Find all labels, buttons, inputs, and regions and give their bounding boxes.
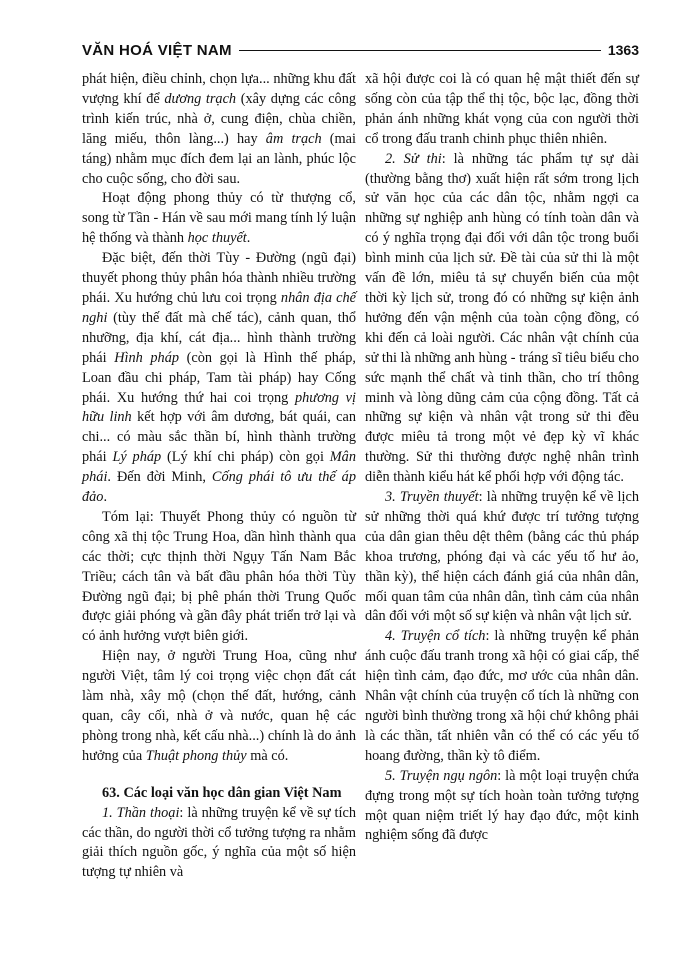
paragraph-summary: Tóm lại: Thuyết Phong thủy có nguồn từ công xã thị tộc Trung Hoa, dần hình thành qua các thời; cực thịnh thời Ngụy Tấn Nam Bắc Triều; cách tân và bất đầu phân hóa thời Tùy Đường ngũ đại; bị phê phán thời Trung Quốc được giải phóng và gần đây phát triển trở lại và có ảnh hưởng vượt biên giới. <box>82 508 356 645</box>
section-heading: 63. Các loại văn học dân gian Việt Nam <box>102 784 342 801</box>
right-column <box>365 70 639 846</box>
header-rule <box>239 50 601 51</box>
paragraph-phong-thuy-origin: Hoạt động phong thủy có từ thượng cổ, song từ Tần - Hán về sau mới mang tính lý luận hệ thống và thành học thuyết. <box>82 190 356 247</box>
paragraph-present-day: Hiện nay, ở người Trung Hoa, cũng như người Việt, tâm lý coi trọng việc chọn đất cát làm nhà, xây mộ (chọn thế đất, hướng, cảnh quan, cây cối, nhà ở và nước, quan hệ các phòng trong nhà, kết cấu nhà...) chính là do ảnh hưởng của Thuật phong thủy mà có. <box>82 648 356 764</box>
item-truyen-ngu-ngon: 5. Truyện ngụ ngôn: là một loại truyện chứa đựng trong một sự tích hoàn toàn tưởng tượng một quan niệm triết lý hay đạo đức, một kinh nghiệm sống đã được <box>365 767 639 844</box>
item-truyen-co-tich: 4. Truyện cổ tích: là những truyện kể phản ánh cuộc đấu tranh trong xã hội có giai cấp, thể hiện tình cảm, đạo đức, mơ ước của nhân dân. Nhân vật chính của truyện cổ tích là những con người bình thường trong xã hội chứ không phải là các thần, tất nhiên vẫn có thể có các yếu tố hoang đường, thần kỳ tô điểm. <box>365 628 639 764</box>
paragraph-phong-thuy-intro: phát hiện, điều chỉnh, chọn lựa... những khu đất vượng khí để dương trạch (xây dựng các công trình kiến trúc, nhà ở, cung điện, chùa chiền, lăng miếu, thôn làng...) hay âm trạch (mai táng) nhằm mục đích đem lại an lành, phúc lộc cho cuộc sống, cho đời sau. <box>82 71 356 187</box>
paragraph-phong-thuy-schools: Đặc biệt, đến thời Tùy - Đường (ngũ đại) thuyết phong thủy phân hóa thành nhiều trường phái. Xu hướng chủ lưu coi trọng nhân địa chế nghi (tùy thế đất mà chế tác), cảnh quan, thổ nhưỡng, địa khí, cát địa... hình thành trường phái Hình pháp (còn gọi là Hình thế pháp, Loan đầu chi pháp, Tam tài pháp) hay Cống phái. Xu hướng thứ hai coi trọng phương vị hữu linh kết hợp với âm dương, bát quái, can chi... có màu sắc thần bí, hình thành trường phái Lý pháp (Lý khí chi pháp) còn gọi Mân phái. Đến đời Minh, Cống phái tô ưu thế áp đảo. <box>82 250 357 506</box>
left-column <box>82 70 356 883</box>
item-than-thoai: 1. Thần thoại: là những truyện kể về sự tích các thần, do người thời cổ tưởng tượng ra nhằm giải thích nguồn gốc, ý nghĩa của một số hiện tượng tự nhiên và <box>82 804 356 881</box>
page-number: 1363 <box>607 42 639 58</box>
item-su-thi: 2. Sử thi: là những tác phẩm tự sự dài (thường bằng thơ) xuất hiện rất sớm trong lịch sử văn học của các dân tộc, nhằm ngợi ca những sự nghiệp anh hùng có tính toàn dân và có ý nghĩa trọng đại đối với dân tộc trong buổi bình minh của lịch sử. Đề tài của sử thi là một vấn đề lớn, miêu tả sự chuyển biến của một thời kỳ lịch sử, trong đó có những sự kiện ảnh hưởng đến vận mệnh của toàn cộng đồng, có khi đến cả loài người. Các nhân vật chính của sử thi là những anh hùng - tráng sĩ tiêu biểu cho sức mạnh thể chất và tinh thần, cho trí thông minh và lòng dũng cảm của cộng đồng. Tất cả những sự kiện và nhân vật trong sử thi đều được miêu tả trong một vẻ đẹp kỳ vĩ khác thường. Sử thi thường được nghệ nhân trình diễn thành kiểu hát kể phối hợp với động tác. <box>365 150 639 486</box>
item-truyen-thuyet: 3. Truyền thuyết: là những truyện kể về lịch sử những thời quá khứ được trí tưởng tượng của dân gian thêu dệt thêm (bằng các thủ pháp khoa trương, phóng đại và các yếu tố hư ảo, thần kỳ), thể hiện cách đánh giá của nhân dân, mối quan tâm của nhân dân, tình cảm của nhân dân đối với một số sự kiện và nhân vật lịch sử. <box>365 489 639 625</box>
running-header <box>82 40 639 60</box>
paragraph-than-thoai-continued: xã hội được coi là có quan hệ mật thiết đến sự sống còn của tập thể thị tộc, bộc lạc, đồng thời phản ánh những khát vọng của con người thời cổ trong đấu tranh chinh phục thiên nhiên. <box>365 71 639 147</box>
header-title: VĂN HOÁ VIỆT NAM <box>82 41 232 59</box>
